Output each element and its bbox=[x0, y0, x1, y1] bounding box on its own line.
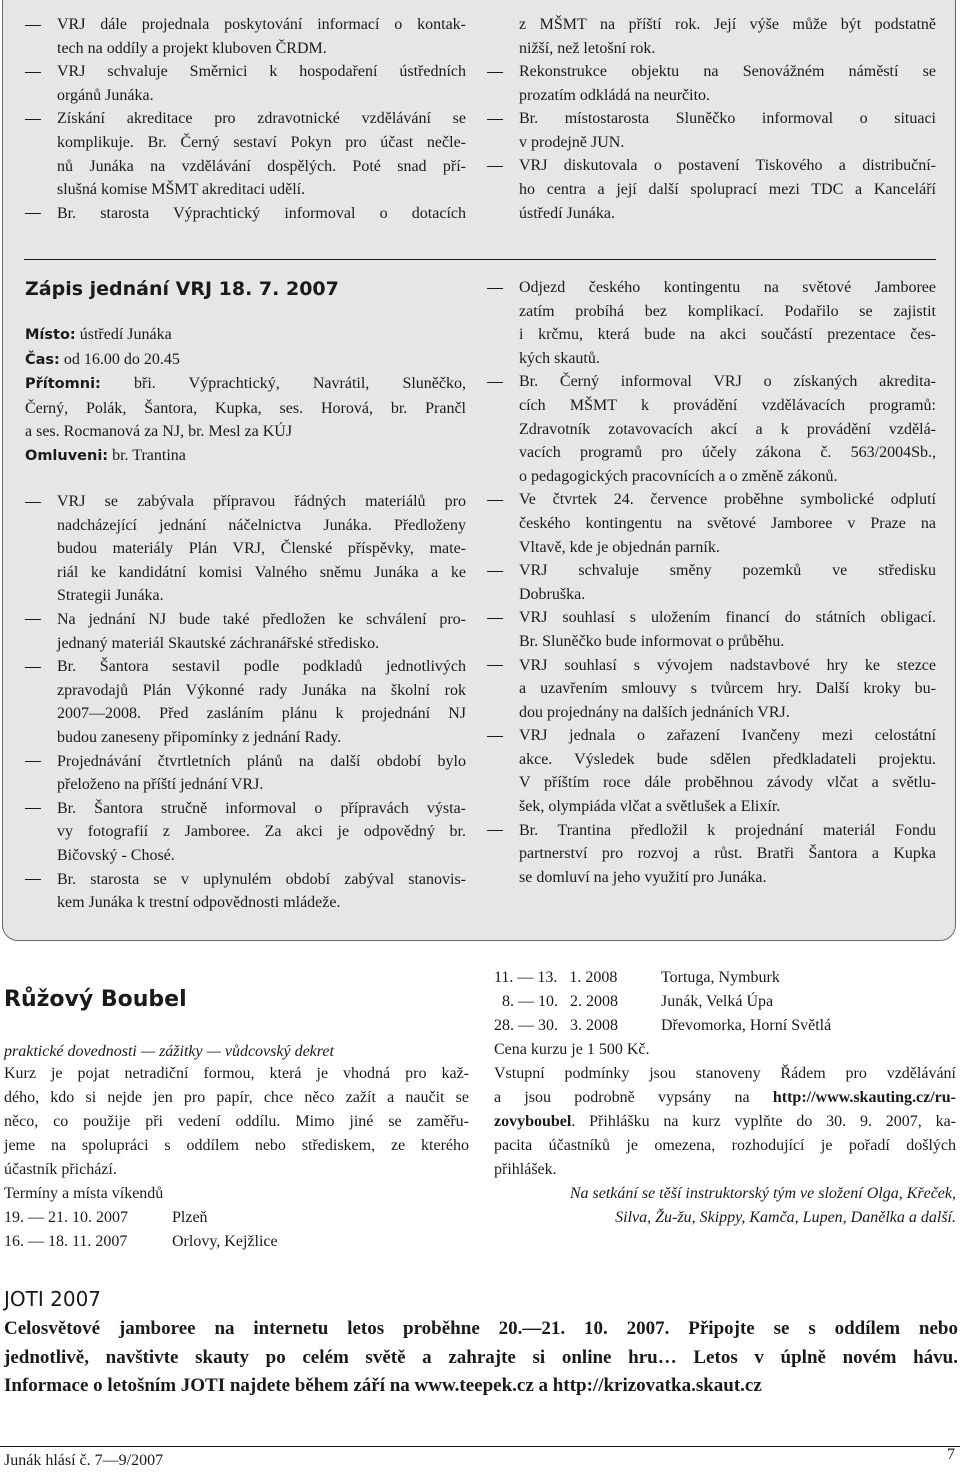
list-item-line: Br. Šantora stručně informoval o přípravách výsta- bbox=[57, 799, 466, 817]
dash-bullet-icon bbox=[487, 72, 503, 73]
list-item-line: ústředí Junáka. bbox=[519, 204, 615, 222]
list-item-line: orgánů Junáka. bbox=[57, 86, 154, 104]
list-item-line: VRJ se zabývala přípravou řádných materiálů pro bbox=[57, 493, 466, 510]
joti-title: JOTI 2007 bbox=[4, 1287, 102, 1311]
price-line: Cena kurzu je 1 500 Kč. bbox=[494, 1041, 650, 1058]
dash-bullet-icon bbox=[25, 879, 41, 880]
list-item bbox=[25, 608, 466, 655]
body-line: dého, kdo si nejde jen pro papír, chce něco zažít a naučit se bbox=[4, 1089, 469, 1106]
list-item-line: Na jednání NJ bude také předložen ke schválení pro- bbox=[57, 610, 466, 628]
list-item-line: prozatím odkládá na neurčito. bbox=[519, 86, 711, 104]
body-line: Kurz je pojat netradiční formou, která je vhodná pro kaž- bbox=[4, 1065, 469, 1082]
weekend-date: 8. — 10. 2. 2008 bbox=[494, 993, 618, 1010]
list-item bbox=[487, 724, 936, 818]
joti-line: Informace o letošním JOTI najdete během září na www.teepek.cz a http://krizovatka.skaut.cz bbox=[4, 1375, 762, 1396]
attendees-line: Černý, Polák, Šantora, Kupka, ses. Horová, br. Prančl bbox=[25, 399, 466, 417]
weekend-row bbox=[4, 1230, 469, 1254]
dash-bullet-icon bbox=[487, 665, 503, 666]
list-item bbox=[25, 868, 466, 915]
list-item-line: Rekonstrukce objektu na Senovážném náměstí se bbox=[519, 63, 936, 80]
dash-bullet-icon bbox=[25, 502, 41, 503]
list-item-line: riál ke kandidátní komisi Valného sněmu Junáka a ke bbox=[57, 563, 466, 581]
list-item-line: 2007—2008. Před zasláním plánu k projednání NJ bbox=[57, 705, 466, 723]
list-item-line: o pedagogických pracovnících a o změně zákonů. bbox=[519, 467, 838, 485]
weekend-place: Orlovy, Kejžlice bbox=[172, 1233, 278, 1250]
ruzovy-boubel-subtitle: praktické dovednosti — zážitky — vůdcovský dekret bbox=[4, 1043, 334, 1060]
list-item bbox=[25, 797, 466, 868]
list-item-line: VRJ souhlasí s uložením financí do státních obligací. bbox=[519, 609, 936, 627]
list-item bbox=[487, 370, 936, 488]
dash-bullet-icon bbox=[487, 119, 503, 120]
dash-bullet-icon bbox=[25, 808, 41, 809]
list-item-line: jednaný materiál Skautské záchranářské středisko. bbox=[57, 634, 380, 652]
dash-bullet-icon bbox=[487, 618, 503, 619]
list-item-line: Br. Sluněčko bude informovat o průběhu. bbox=[519, 632, 785, 650]
conditions-line: přihlášek. bbox=[494, 1161, 557, 1178]
joti-body bbox=[4, 1315, 958, 1401]
list-item-line: Vltavě, kde je objednán parník. bbox=[519, 538, 720, 556]
place-value: ústředí Junáka bbox=[75, 326, 172, 343]
weekend-date: 28. — 30. 3. 2008 bbox=[494, 1017, 618, 1034]
list-item-line: Získání akreditace pro zdravotnické vzdělávání se bbox=[57, 110, 466, 128]
ruzovy-boubel-body bbox=[4, 1062, 469, 1254]
weekend-date: 16. — 18. 11. 2007 bbox=[4, 1233, 128, 1250]
place-label: Místo: bbox=[25, 327, 76, 343]
list-item bbox=[487, 819, 936, 890]
section-divider bbox=[24, 259, 936, 260]
list-item bbox=[487, 654, 936, 725]
dash-bullet-icon bbox=[25, 72, 41, 73]
joti-line: Celosvětové jamboree na internetu letos proběhne 20.—21. 10. 2007. Připojte se s oddílem nebo bbox=[4, 1318, 958, 1339]
list-item bbox=[25, 750, 466, 797]
top-right-continuation bbox=[519, 13, 936, 60]
continuation-line: z MŠMT na příští rok. Její výše může být podstatně bbox=[519, 16, 936, 33]
list-item-line: Projednávání čtvrtletních plánů na další období bylo bbox=[57, 752, 466, 770]
time-label: Čas: bbox=[25, 351, 60, 368]
dash-bullet-icon bbox=[487, 382, 503, 383]
list-item bbox=[25, 490, 466, 608]
dash-bullet-icon bbox=[487, 830, 503, 831]
list-item-line: dou projednány na dalších jednáních VRJ. bbox=[519, 703, 790, 721]
dash-bullet-icon bbox=[25, 119, 41, 120]
top-right-list bbox=[487, 60, 936, 225]
list-item bbox=[25, 13, 466, 60]
course-url-link-cont[interactable]: zovyboubel bbox=[494, 1113, 572, 1130]
list-item bbox=[487, 559, 936, 606]
attendees-value: bři. Výprachtický, Navrátil, Sluněčko, bbox=[100, 375, 466, 393]
list-item-line: Strategii Junáka. bbox=[57, 587, 164, 605]
course-url-link[interactable]: http://www.skauting.cz/ru- bbox=[772, 1089, 956, 1106]
dash-bullet-icon bbox=[25, 761, 41, 762]
list-item bbox=[25, 202, 466, 226]
list-item-line: vacích programů pro účely zákona č. 563/2004Sb., bbox=[519, 444, 936, 462]
conditions-line bbox=[494, 1086, 956, 1110]
list-item bbox=[487, 488, 936, 559]
continuation-line: nižší, než letošní rok. bbox=[519, 39, 656, 57]
body-line: něco, co použije při vedení oddílu. Mimo jiné se zaměřu- bbox=[4, 1113, 469, 1130]
dash-bullet-icon bbox=[25, 25, 41, 26]
list-item-line: i krčmu, která bude na akci součástí prezentace čes- bbox=[519, 326, 936, 344]
joti-line: jednotlivě, navštivte skauty po celém světě a zahrajte si online hru… Letos v úplně novém hávu. bbox=[4, 1346, 958, 1368]
list-item-line: přeloženo na příští jednání VRJ. bbox=[57, 776, 264, 794]
list-item-line: komplikuje. Br. Černý sestaví Pokyn pro účast nečle- bbox=[57, 133, 466, 151]
list-item-line: Ve čtvrtek 24. července proběhne symbolické odplutí bbox=[519, 491, 936, 509]
list-item-line: Br. starosta Výprachtický informoval o dotacích bbox=[57, 204, 466, 222]
weekend-place: Dřevomorka, Horní Světlá bbox=[661, 1017, 832, 1034]
weekend-place: Tortuga, Nymburk bbox=[661, 969, 780, 986]
list-item-line: VRJ jednala o zařazení Ivančeny mezi celostátní bbox=[519, 727, 936, 745]
dash-bullet-icon bbox=[25, 667, 41, 668]
weekend-date: 11. — 13. 1. 2008 bbox=[494, 969, 618, 986]
list-item-line: VRJ souhlasí s vývojem nadstavbové hry ke stezce bbox=[519, 656, 936, 674]
list-item bbox=[25, 107, 466, 201]
place-line bbox=[25, 323, 466, 348]
list-item bbox=[487, 276, 936, 370]
excused-label: Omluveni: bbox=[25, 447, 109, 464]
dash-bullet-icon bbox=[487, 500, 503, 501]
terms-heading: Termíny a místa víkendů bbox=[4, 1185, 164, 1202]
attendees-line: a ses. Rocmanová za NJ, br. Mesl za KÚJ bbox=[25, 423, 293, 441]
list-item bbox=[487, 107, 936, 154]
list-item-line: kem Junáka k trestní odpovědnosti mládeže. bbox=[57, 894, 341, 912]
dash-bullet-icon bbox=[25, 213, 41, 214]
list-item-line: šek, olympiáda vlčat a světlušek a Elixír. bbox=[519, 798, 781, 816]
list-item-line: budou materiály Plán VRJ, Členské příspěvky, mate- bbox=[57, 540, 466, 558]
excused-value: br. Trantina bbox=[108, 446, 186, 464]
top-left-list bbox=[25, 13, 466, 225]
list-item bbox=[25, 60, 466, 107]
list-item-line: nadcházející jednání náčelnictva Junáka. Předloženy bbox=[57, 516, 466, 534]
list-item-line: kých skautů. bbox=[519, 349, 600, 367]
list-item-line: Br. Trantina předložil k projednání materiál Fondu bbox=[519, 821, 936, 839]
list-item bbox=[487, 154, 936, 225]
list-item-line: V příštím roce dále proběhnou závody vlčat a světlu- bbox=[519, 774, 936, 792]
dash-bullet-icon bbox=[487, 288, 503, 289]
meeting-meta bbox=[25, 323, 466, 469]
list-item-line: vy fotografií z Jamboree. Za akci je odpovědný br. bbox=[57, 823, 466, 841]
list-item-line: VRJ dále projednala poskytování informací o kontak- bbox=[57, 16, 466, 33]
time-line bbox=[25, 348, 466, 373]
attendees-label: Přítomni: bbox=[25, 376, 101, 393]
time-value: od 16.00 do 20.45 bbox=[59, 350, 180, 368]
list-item-line: Br. Černý informoval VRJ o získaných akredita- bbox=[519, 373, 936, 391]
list-item-line: Br. Šantora sestavil podle podkladů jednotlivých bbox=[57, 658, 466, 676]
list-item-line: českého kontingentu na světové Jamboree v Praze na bbox=[519, 514, 936, 532]
list-item-line: budou zaneseny připomínky z jednání Rady. bbox=[57, 728, 342, 746]
dash-bullet-icon bbox=[487, 571, 503, 572]
list-item bbox=[487, 60, 936, 107]
body-line: jeme na spolupráci s oddílem nebo střediskem, ze kterého bbox=[4, 1137, 469, 1154]
bottom-left-list bbox=[25, 490, 466, 915]
weekend-row bbox=[494, 966, 831, 990]
minutes-title: Zápis jednání VRJ 18. 7. 2007 bbox=[25, 278, 339, 300]
page-number: 7 bbox=[947, 1446, 955, 1463]
list-item-line: cích MŠMT k provádění vzdělávacích programů: bbox=[519, 396, 936, 414]
list-item-line: Dobruška. bbox=[519, 585, 586, 603]
list-item-line: v prodejně JUN. bbox=[519, 133, 625, 151]
list-item-line: se domluví na jeho využití pro Junáka. bbox=[519, 868, 767, 886]
list-item-line: akce. Výsledek bude sdělen předkladateli projektu. bbox=[519, 750, 936, 768]
footer-divider bbox=[0, 1446, 960, 1447]
team-line: Na setkání se těší instruktorský tým ve složení Olga, Křeček, bbox=[569, 1185, 956, 1202]
conditions-line: Vstupní podmínky jsou stanoveny Řádem pro vzdělávání bbox=[494, 1065, 956, 1082]
conditions-line: pacita účastníků je omezena, rozhodující je pořadí došlých bbox=[494, 1137, 956, 1154]
weekend-row bbox=[4, 1206, 469, 1230]
list-item-line: zatím probíhá bez komplikací. Podařilo se zajistit bbox=[519, 302, 936, 320]
excused-line bbox=[25, 444, 466, 469]
list-item bbox=[487, 606, 936, 653]
weekend-place: Plzeň bbox=[172, 1209, 208, 1226]
weekend-date: 19. — 21. 10. 2007 bbox=[4, 1209, 128, 1226]
list-item-line: Zdravotník zotavovacích akcí a k provádění vzdělá- bbox=[519, 420, 936, 438]
publication-name: Junák hlásí č. 7—9/2007 bbox=[4, 1452, 164, 1469]
list-item-line: tech na oddíly a projekt kluboven ČRDM. bbox=[57, 39, 327, 57]
ruzovy-boubel-conditions bbox=[494, 1038, 956, 1230]
list-item-line: Br. starosta se v uplynulém období zabýval stanovis- bbox=[57, 870, 466, 888]
list-item-line: slušná komise MŠMT akreditaci udělí. bbox=[57, 181, 306, 199]
attendees-line bbox=[25, 372, 466, 397]
dash-bullet-icon bbox=[487, 166, 503, 167]
weekend-row bbox=[494, 1014, 831, 1038]
bottom-right-list bbox=[487, 276, 936, 889]
list-item-line: nů Junáka na vzdělávání dospělých. Poté snad pří- bbox=[57, 157, 466, 175]
weekend-place: Junák, Velká Úpa bbox=[661, 993, 774, 1010]
weekend-row bbox=[494, 990, 831, 1014]
list-item-line: VRJ schvaluje Směrnici k hospodaření ústředních bbox=[57, 63, 466, 81]
team-line: Silva, Žu-žu, Skippy, Kamča, Lupen, Danělka a další. bbox=[615, 1209, 956, 1226]
list-item-line: zpravodajů Plán Výkonné rady Junáka na školní rok bbox=[57, 681, 466, 699]
list-item-line: Bičovský - Chosé. bbox=[57, 846, 175, 864]
list-item-line: ho centra a její další spoluprací mezi TDC a Kanceláří bbox=[519, 180, 936, 198]
list-item-line: VRJ schvaluje směny pozemků ve středisku bbox=[519, 562, 936, 580]
body-line: účastník přichází. bbox=[4, 1161, 117, 1178]
dash-bullet-icon bbox=[25, 619, 41, 620]
list-item bbox=[25, 655, 466, 749]
list-item-line: Br. místostarosta Sluněčko informoval o situaci bbox=[519, 110, 936, 128]
conditions-text: a jsou podrobně vypsány na bbox=[494, 1089, 773, 1106]
list-item-line: partnerství pro rozvoj a růst. Bratři Šantora a Kupka bbox=[519, 845, 936, 863]
list-item-line: Odjezd českého kontingentu na světové Jamboree bbox=[519, 279, 936, 296]
list-item-line: a uzavřením smlouvy s tvůrcem hry. Další kroky bu- bbox=[519, 680, 936, 698]
conditions-line bbox=[494, 1110, 956, 1134]
weekend-dates-right bbox=[494, 966, 831, 1038]
conditions-text: . Přihlášku na kurz vyplňte do 30. 9. 2007, ka- bbox=[571, 1113, 956, 1130]
dash-bullet-icon bbox=[487, 736, 503, 737]
ruzovy-boubel-title: Růžový Boubel bbox=[4, 987, 187, 1012]
list-item-line: VRJ diskutovala o postavení Tiskového a distribuční- bbox=[519, 157, 936, 175]
